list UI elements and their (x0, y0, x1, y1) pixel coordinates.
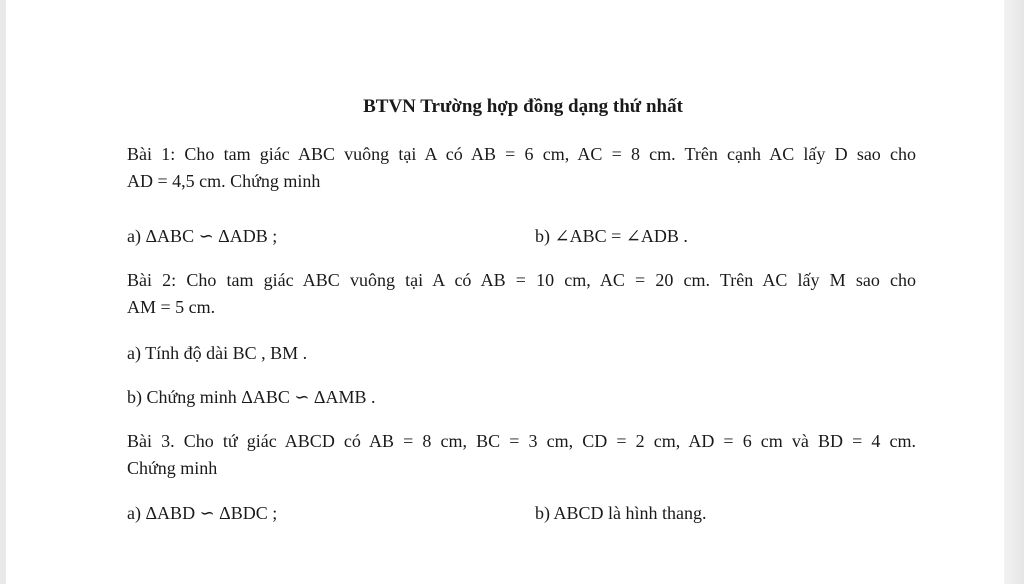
exercise-1-line-1: Bài 1: Cho tam giác ABC vuông tại A có AB = 6 cm, AC = 8 cm. Trên cạnh AC lấy D sao cho (127, 144, 916, 164)
exercise-2-part-b: b) Chứng minh ΔABC ∽ ΔAMB . (127, 387, 376, 407)
exercise-2-line-1: Bài 2: Cho tam giác ABC vuông tại A có AB = 10 cm, AC = 20 cm. Trên AC lấy M sao cho (127, 270, 916, 290)
exercise-1-line-2: AD = 4,5 cm. Chứng minh (127, 171, 321, 191)
document-page (6, 0, 1004, 584)
exercise-3-line-1: Bài 3. Cho tứ giác ABCD có AB = 8 cm, BC = 3 cm, CD = 2 cm, AD = 6 cm và BD = 4 cm. (127, 431, 916, 451)
exercise-1-part-b: b) ∠ABC = ∠ADB . (535, 226, 688, 246)
exercise-2-line-2: AM = 5 cm. (127, 297, 216, 317)
exercise-3-part-a: a) ΔABD ∽ ΔBDC ; (127, 503, 278, 523)
exercise-2-part-a: a) Tính độ dài BC , BM . (127, 343, 308, 363)
exercise-3-part-b: b) ABCD là hình thang. (535, 503, 707, 523)
document-title: BTVN Trường hợp đồng dạng thứ nhất (363, 96, 683, 117)
window-right-edge (1004, 0, 1024, 584)
exercise-1-part-a: a) ΔABC ∽ ΔADB ; (127, 226, 278, 246)
exercise-3-line-2: Chứng minh (127, 458, 218, 478)
